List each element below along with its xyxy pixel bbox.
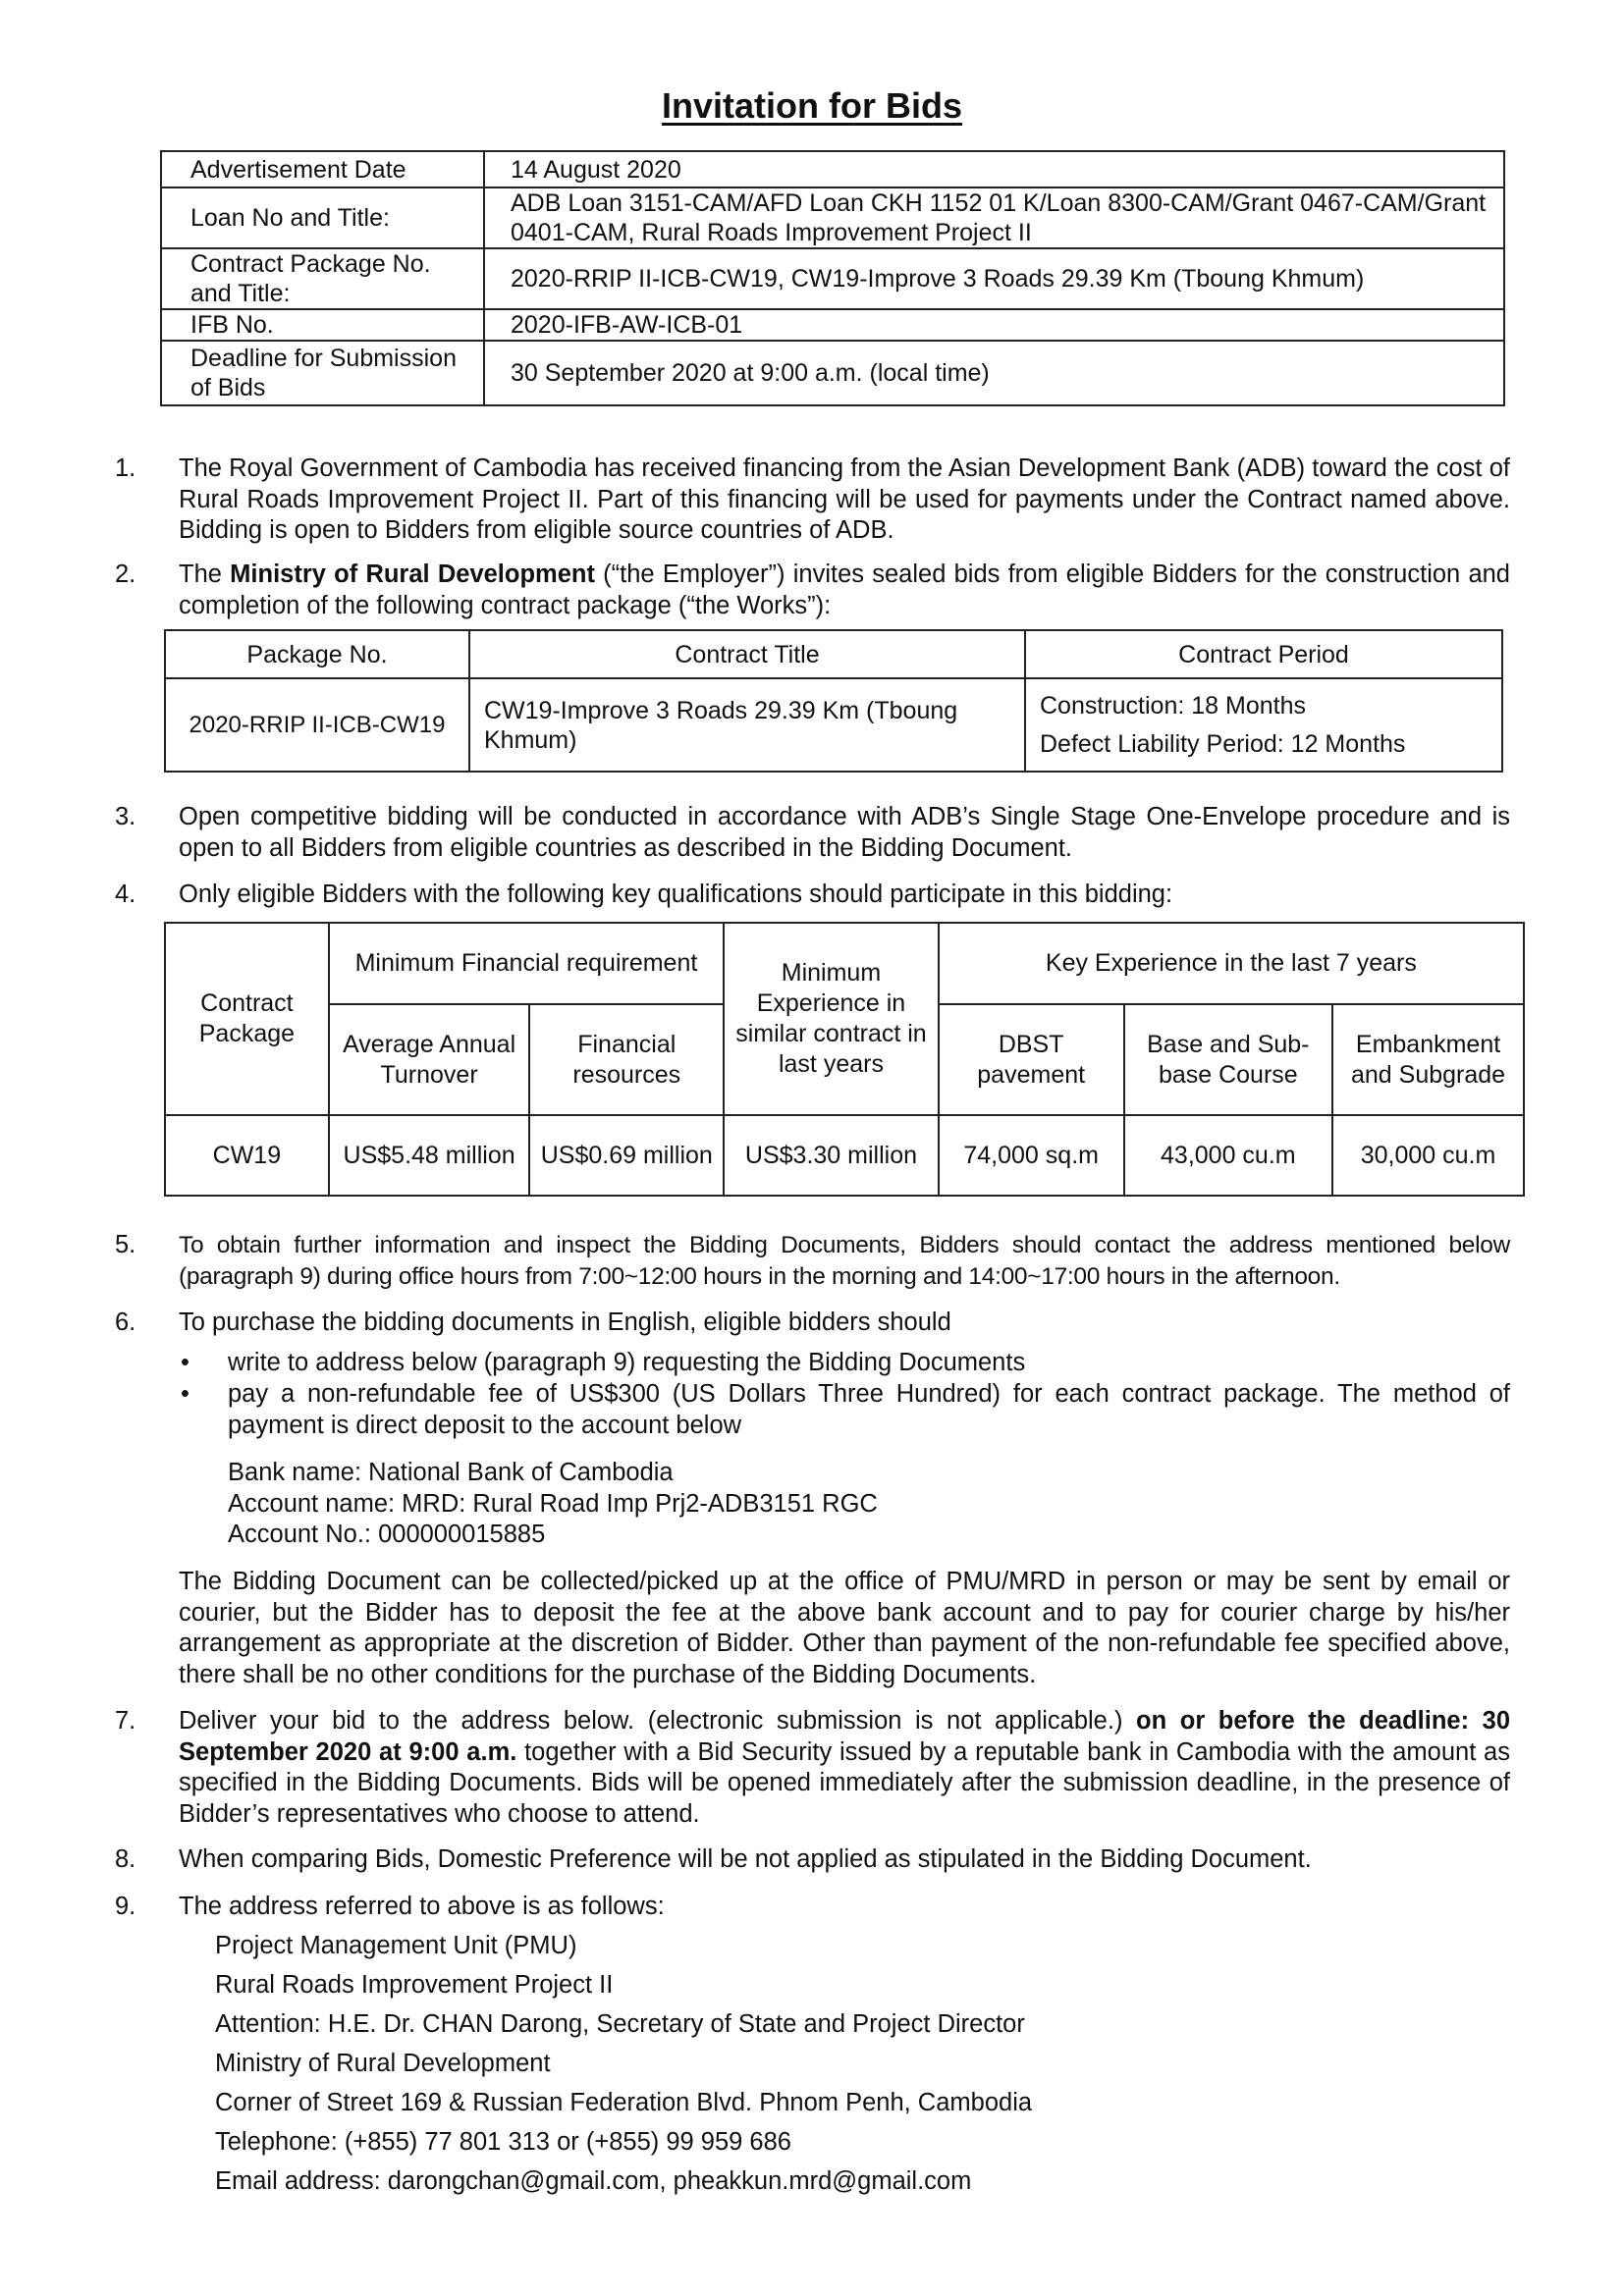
- paragraph-1: The Royal Government of Cambodia has received financing from the Asian Development Bank (ADB) toward the cost of Rural Roads Improvement Project II. Part of this financing will be used for payments under the Contract named above. Bidding is open to Bidders from eligible source countries of ADB.: [179, 454, 1510, 544]
- label-deadline: Deadline for Submission of Bids: [161, 341, 484, 405]
- header-min-experience: Minimum Experience in similar contract in last years: [724, 923, 939, 1115]
- telephone-line: Telephone: (+855) 77 801 313 or (+855) 99 959 686: [215, 2128, 791, 2156]
- table-row: [161, 341, 1504, 405]
- para-number: 5.: [115, 1231, 136, 1258]
- para-number: 7.: [115, 1707, 136, 1735]
- cell-package: CW19: [165, 1115, 329, 1196]
- label-loan-no: Loan No and Title:: [161, 187, 484, 248]
- para-number: 8.: [115, 1845, 136, 1873]
- address-line: Rural Roads Improvement Project II: [215, 1971, 614, 1999]
- table-row: [165, 1115, 1524, 1196]
- deadline-emphasis: on or before the deadline: 30 September 2020 at 9:00 a.m.: [179, 1707, 1510, 1766]
- bank-name: Bank name: National Bank of Cambodia: [228, 1459, 674, 1486]
- value-deadline: 30 September 2020 at 9:00 a.m. (local time): [484, 341, 1504, 405]
- header-avg-turnover: Average Annual Turnover: [329, 1004, 530, 1115]
- cell-base: 43,000 cu.m: [1124, 1115, 1333, 1196]
- para-number: 9.: [115, 1893, 136, 1920]
- cell-experience: US$3.30 million: [724, 1115, 939, 1196]
- paragraph-8: When comparing Bids, Domestic Preference will be not applied as stipulated in the Bidding Document.: [179, 1845, 1312, 1873]
- page-title: Invitation for Bids: [662, 85, 962, 126]
- header-base-course: Base and Sub-base Course: [1124, 1004, 1333, 1115]
- table-row: [161, 309, 1504, 341]
- header-contract-period: Contract Period: [1025, 630, 1502, 678]
- table-row: [161, 248, 1504, 309]
- header-embankment: Embankment and Subgrade: [1332, 1004, 1524, 1115]
- header-package-no: Package No.: [165, 630, 469, 678]
- cell-contract-title: CW19-Improve 3 Roads 29.39 Km (Tboung Khmum): [469, 678, 1025, 772]
- label-contract-package: Contract Package No. and Title:: [161, 248, 484, 309]
- para-number: 6.: [115, 1308, 136, 1336]
- header-fin-resources: Financial resources: [529, 1004, 724, 1115]
- header-min-financial: Minimum Financial requirement: [329, 923, 724, 1004]
- value-loan-no: ADB Loan 3151-CAM/AFD Loan CKH 1152 01 K/Loan 8300-CAM/Grant 0467-CAM/Grant 0401-CAM, Rural Roads Improvement Project II: [484, 187, 1504, 248]
- employer-name: Ministry of Rural Development: [230, 561, 595, 588]
- header-contract-title: Contract Title: [469, 630, 1025, 678]
- defect-liability-period: Defect Liability Period: 12 Months: [1040, 729, 1406, 758]
- works-table: [164, 629, 1503, 773]
- account-number: Account No.: 000000015885: [228, 1521, 546, 1548]
- cell-turnover: US$5.48 million: [329, 1115, 530, 1196]
- email-line: Email address: darongchan@gmail.com, pheakkun.mrd@gmail.com: [215, 2167, 972, 2195]
- header-key-experience: Key Experience in the last 7 years: [939, 923, 1524, 1004]
- cell-embankment: 30,000 cu.m: [1332, 1115, 1524, 1196]
- bullet-icon: •: [181, 1349, 189, 1376]
- paragraph-4: Only eligible Bidders with the following key qualifications should participate in this bidding:: [179, 881, 1173, 908]
- cell-dbst: 74,000 sq.m: [939, 1115, 1124, 1196]
- cell-contract-period: [1025, 678, 1502, 772]
- bullet-icon: •: [181, 1380, 189, 1408]
- paragraph-3: Open competitive bidding will be conducted in accordance with ADB’s Single Stage One-Envelope procedure and is open to all Bidders from eligible countries as described in the Bidding Document.: [179, 803, 1510, 862]
- table-header-row: [165, 923, 1524, 1004]
- cell-resources: US$0.69 million: [529, 1115, 724, 1196]
- bank-details: [228, 1458, 878, 1551]
- address-line: Ministry of Rural Development: [215, 2050, 551, 2077]
- paragraph-5: To obtain further information and inspect the Bidding Documents, Bidders should contact the address mentioned below (paragraph 9) during office hours from 7:00~12:00 hours in the morning and 14:00~17:00 hours in the afternoon.: [179, 1232, 1510, 1290]
- table-header-row: [165, 630, 1502, 678]
- paragraph-9: The address referred to above is as follows:: [179, 1893, 665, 1920]
- table-row: [161, 187, 1504, 248]
- bullet-item: write to address below (paragraph 9) requesting the Bidding Documents: [228, 1349, 1026, 1376]
- value-contract-package: 2020-RRIP II-ICB-CW19, CW19-Improve 3 Roads 29.39 Km (Tboung Khmum): [484, 248, 1504, 309]
- header-dbst: DBST pavement: [939, 1004, 1124, 1115]
- construction-period: Construction: 18 Months: [1040, 691, 1306, 720]
- para-number: 1.: [115, 454, 136, 482]
- qualification-table: [164, 922, 1525, 1197]
- account-name: Account name: MRD: Rural Road Imp Prj2-ADB3151 RGC: [228, 1489, 878, 1518]
- value-advertisement-date: 14 August 2020: [484, 151, 1504, 187]
- label-ifb-no: IFB No.: [161, 309, 484, 341]
- address-line: Attention: H.E. Dr. CHAN Darong, Secretary of State and Project Director: [215, 2010, 1025, 2038]
- value-ifb-no: 2020-IFB-AW-ICB-01: [484, 309, 1504, 341]
- label-advertisement-date: Advertisement Date: [161, 151, 484, 187]
- cell-package-no: 2020-RRIP II-ICB-CW19: [165, 678, 469, 772]
- paragraph-2: The Ministry of Rural Development (“the Employer”) invites sealed bids from eligible Bidders for the construction and completion of the following contract package (“the Works”):: [179, 561, 1510, 619]
- bullet-item: pay a non-refundable fee of US$300 (US Dollars Three Hundred) for each contract package. The method of payment is direct deposit to the account below: [228, 1380, 1510, 1439]
- address-block: [215, 1926, 1491, 2201]
- para-number: 4.: [115, 881, 136, 908]
- table-row: [165, 678, 1502, 772]
- paragraph-6: To purchase the bidding documents in English, eligible bidders should: [179, 1308, 951, 1336]
- table-row: [161, 151, 1504, 187]
- para-number: 2.: [115, 561, 136, 588]
- address-line: Corner of Street 169 & Russian Federation Blvd. Phnom Penh, Cambodia: [215, 2089, 1033, 2116]
- header-contract-package: Contract Package: [165, 923, 329, 1115]
- bid-info-table: [160, 150, 1505, 406]
- para-number: 3.: [115, 803, 136, 830]
- paragraph-6-followup: The Bidding Document can be collected/picked up at the office of PMU/MRD in person or may be sent by email or courier, but the Bidder has to deposit the fee at the above bank account and to pay for courier charge by his/her arrangement as appropriate at the discretion of Bidder. Other than payment of the non-refundable fee specified above, there shall be no other conditions for the purchase of the Bidding Documents.: [179, 1568, 1510, 1688]
- address-line: Project Management Unit (PMU): [215, 1932, 577, 1959]
- paragraph-7: Deliver your bid to the address below. (electronic submission is not applicable.) on or before the deadline: 30 September 2020 at 9:00 a.m. together with a Bid Security issued by a reputable bank in Cambodia with the amount as specified in the Bidding Documents. Bids will be opened immediately after the submission deadline, in the presence of Bidder’s representatives who choose to attend.: [179, 1707, 1510, 1828]
